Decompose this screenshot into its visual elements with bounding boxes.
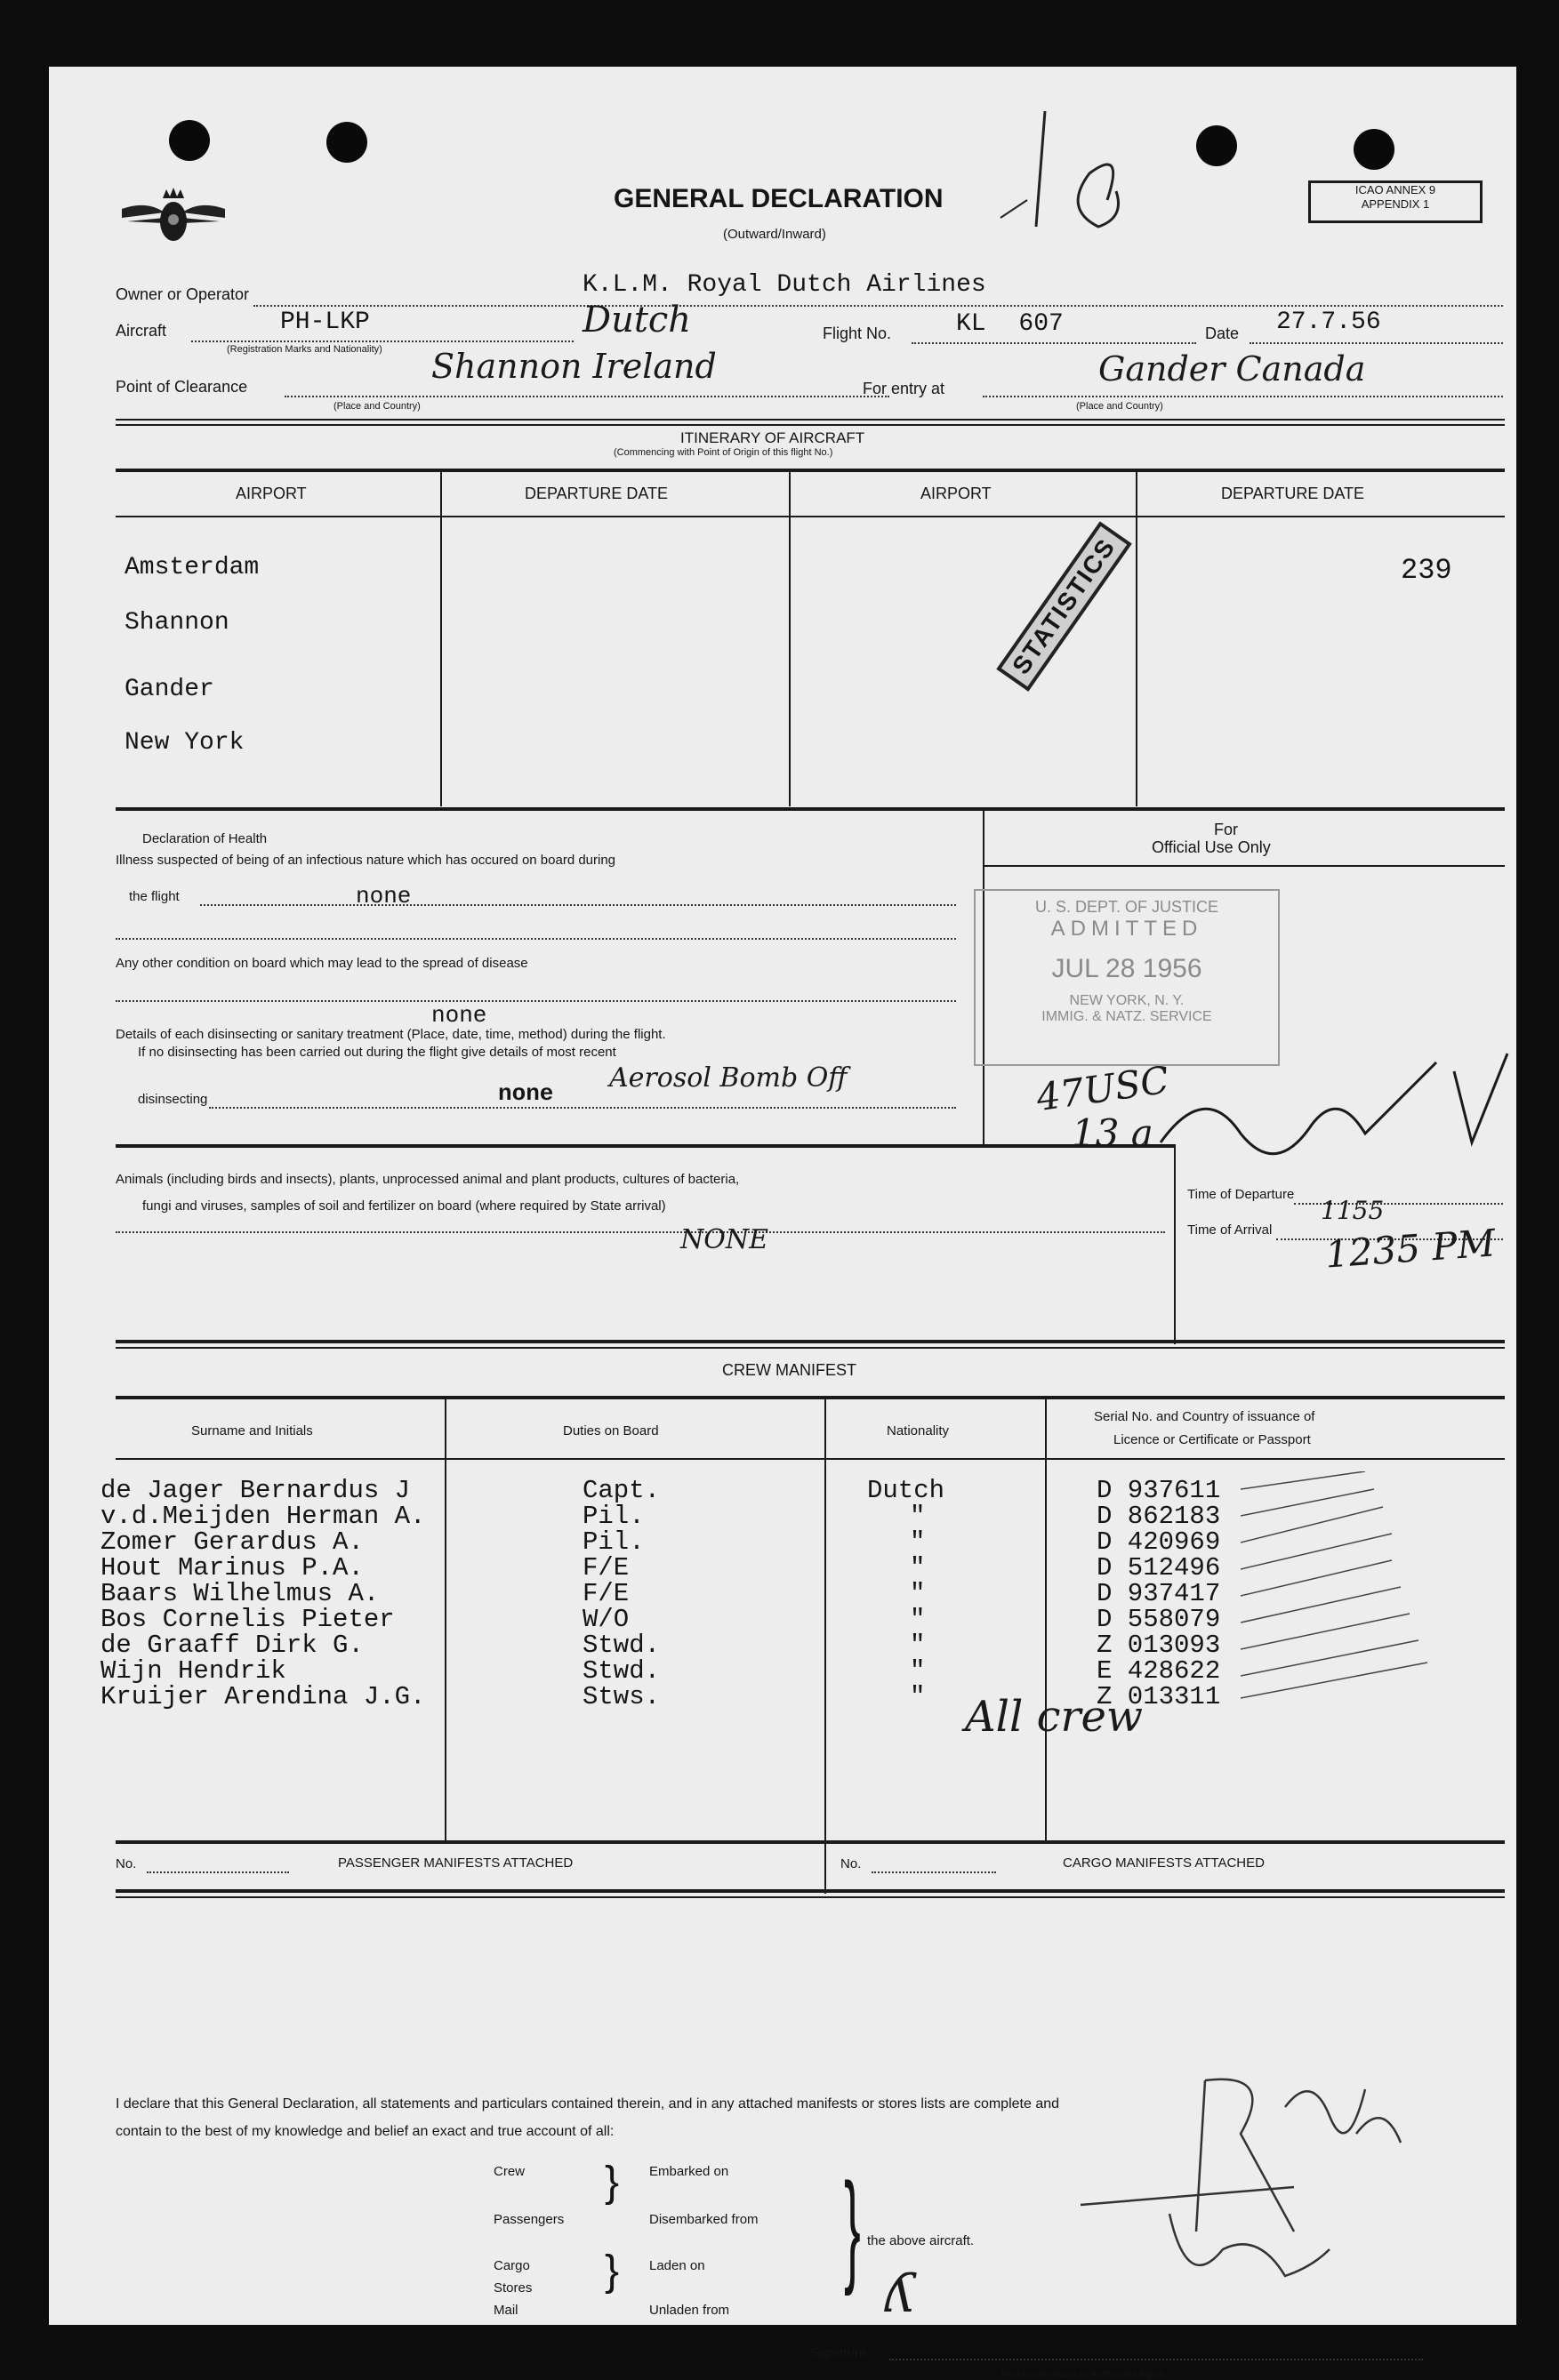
punch-hole [1354, 129, 1394, 170]
crew-nationality: " [910, 1605, 926, 1634]
animals-line1: Animals (including birds and insects), plants, unprocessed animal and plant products, cultures of bacteria, [116, 1172, 740, 1187]
crew-title: CREW MANIFEST [722, 1361, 856, 1379]
inspector-signature [1152, 1045, 1525, 1187]
klm-logo-icon [120, 182, 227, 253]
rule [116, 1340, 1505, 1343]
crew-nationality: Dutch [867, 1476, 945, 1505]
flight-label: Flight No. [823, 325, 892, 342]
form-title: GENERAL DECLARATION [614, 184, 944, 213]
q1-line2 [116, 938, 956, 940]
health-q2: Any other condition on board which may lead to the spread of disease [116, 956, 528, 971]
health-q1-b: the flight [129, 889, 180, 904]
crew-duty: F/E [583, 1579, 630, 1608]
entry-label: For entry at [863, 380, 945, 397]
signature-label: Signature [809, 2345, 867, 2360]
admitted-stamp [974, 889, 1280, 1066]
icao-box [1308, 180, 1483, 223]
rule [116, 419, 1505, 421]
passenger-no-line [147, 1871, 289, 1873]
signer-label: Pilot-in-command or Authorized Agent [1000, 2369, 1165, 2380]
rule [116, 1144, 1174, 1148]
animals-line [116, 1231, 1165, 1233]
crew-name: Wijn Hendrik [100, 1656, 286, 1686]
crew-name: de Jager Bernardus J [100, 1476, 411, 1505]
crew-col-name: Surname and Initials [191, 1423, 313, 1438]
decl-crew: Crew [494, 2164, 526, 2179]
itinerary-airport: Gander [125, 676, 214, 703]
animals-answer: NONE [680, 1224, 768, 1255]
clearance-value: Shannon Ireland [431, 347, 717, 386]
crew-nationality: " [910, 1579, 926, 1608]
decl-embarked: Embarked on [649, 2164, 729, 2179]
punch-hole [1196, 125, 1237, 166]
col-departure-1: DEPARTURE DATE [525, 485, 669, 502]
rule [116, 1896, 1505, 1898]
decl-mail: Mail [494, 2303, 518, 2318]
time-arrival-hand: 1155 [1321, 1196, 1385, 1225]
time-hand: 1235 PM [1323, 1221, 1497, 1277]
passenger-manifests: PASSENGER MANIFESTS ATTACHED [338, 1855, 574, 1871]
flight-line [912, 342, 1196, 344]
punch-hole [326, 122, 367, 163]
entry-value: Gander Canada [1098, 349, 1366, 389]
itinerary-airport: Amsterdam [125, 554, 260, 581]
col-divider [789, 469, 791, 806]
health-q1: Illness suspected of being of an infectious nature which has occured on board during [116, 853, 616, 868]
rule [116, 469, 1505, 472]
icao-annex: ICAO ANNEX 9 [1354, 183, 1436, 196]
health-title: Declaration of Health [142, 831, 268, 846]
crew-name: v.d.Meijden Herman A. [100, 1502, 426, 1531]
handwritten-mark [983, 93, 1143, 262]
crew-col-nationality: Nationality [887, 1423, 950, 1438]
time-departure-label: Time of Departure [1187, 1187, 1295, 1202]
official-hand-2: 13 a [1072, 1111, 1153, 1155]
crew-divider [824, 1396, 826, 1894]
crew-serial: D 558079 [1097, 1605, 1221, 1634]
col-divider [1136, 469, 1137, 806]
health-q3: Details of each disinsecting or sanitary treatment (Place, date, time, method) during the flight. [116, 1027, 666, 1042]
rule [983, 865, 1505, 867]
entry-sub-label: (Place and Country) [1076, 401, 1163, 412]
crew-duty: Pil. [583, 1527, 645, 1557]
crew-serial: Z 013311 [1097, 1682, 1221, 1711]
animals-line2: fungi and viruses, samples of soil and fertilizer on board (where required by State arrival) [142, 1198, 666, 1214]
crew-col-serial-2: Licence or Certificate or Passport [1113, 1432, 1311, 1447]
crew-hand: All crew [965, 1692, 1143, 1742]
decl-cargo: Cargo [494, 2258, 530, 2273]
owner-line [253, 305, 1503, 307]
crew-duty: Pil. [583, 1502, 645, 1531]
crew-duty: Stwd. [583, 1656, 661, 1686]
crew-name: Bos Cornelis Pieter [100, 1605, 395, 1634]
decl-aircraft: the above aircraft. [867, 2233, 975, 2248]
declaration-line1: I declare that this General Declaration, all statements and particulars contained therein, and in any attached manifests or stores lists are complete and [116, 2096, 1060, 2112]
aircraft-label: Aircraft [116, 322, 167, 340]
aircraft-nationality-hand: Dutch [583, 300, 692, 341]
stamp-line-3: JUL 28 1956 [1051, 954, 1202, 983]
aircraft-value: PH-LKP [280, 309, 370, 336]
stamp-line-2: ADMITTED [1050, 917, 1203, 941]
rule [116, 807, 1505, 811]
owner-value: K.L.M. Royal Dutch Airlines [583, 271, 986, 299]
form-subtitle: (Outward/Inward) [723, 227, 826, 242]
crew-serial: D 512496 [1097, 1553, 1221, 1583]
entry-line [983, 396, 1503, 397]
crew-duty: Stws. [583, 1682, 661, 1711]
health-q3-hand: Aerosol Bomb Off [609, 1062, 848, 1094]
signature-line [889, 2359, 1423, 2360]
rule [116, 1840, 1505, 1844]
crew-nationality: " [910, 1631, 926, 1660]
crew-col-serial-1: Serial No. and Country of issuance of [1094, 1409, 1315, 1424]
aircraft-line [191, 341, 574, 342]
date-value: 27.7.56 [1276, 309, 1381, 336]
crew-name: Zomer Gerardus A. [100, 1527, 364, 1557]
stamp-line-4: NEW YORK, N. Y. [1069, 993, 1185, 1008]
clearance-sub-label: (Place and Country) [333, 401, 421, 412]
brace: } [605, 2248, 620, 2295]
q2-line [116, 1000, 956, 1002]
itinerary-subtitle: (Commencing with Point of Origin of this flight No.) [614, 447, 833, 458]
cargo-manifests: CARGO MANIFESTS ATTACHED [1063, 1855, 1265, 1871]
time-arrival-label: Time of Arrival [1187, 1222, 1273, 1238]
crew-duty: Capt. [583, 1476, 661, 1505]
itinerary-airport: Shannon [125, 609, 229, 637]
col-divider [440, 469, 442, 806]
col-airport-2: AIRPORT [920, 485, 992, 502]
q3-line [209, 1107, 956, 1109]
cargo-no-line [872, 1871, 996, 1873]
rule [116, 1889, 1505, 1893]
stamp-line-5: IMMIG. & NATZ. SERVICE [1041, 1009, 1212, 1024]
health-q3-answer: none [498, 1080, 554, 1107]
rule [116, 424, 1505, 426]
crew-serial: Z 013093 [1097, 1631, 1221, 1660]
icao-appendix: APPENDIX 1 [1361, 197, 1430, 211]
health-q2-answer: none [431, 1002, 487, 1029]
stamp-line-1: U. S. DEPT. OF JUSTICE [1034, 898, 1219, 916]
crew-nationality: " [910, 1502, 926, 1531]
captain-signature [1063, 2054, 1436, 2320]
punch-hole [169, 120, 210, 161]
crew-serial: D 937611 [1097, 1476, 1221, 1505]
itinerary-airport: New York [125, 729, 245, 757]
crew-divider [1045, 1396, 1047, 1840]
cargo-no: No. [840, 1856, 862, 1871]
crew-serial: D 937417 [1097, 1579, 1221, 1608]
crew-duty: F/E [583, 1553, 630, 1583]
crew-col-duties: Duties on Board [563, 1423, 659, 1438]
serial-strokes [1241, 1471, 1436, 1703]
date-line [1250, 342, 1503, 344]
crew-serial: D 420969 [1097, 1527, 1221, 1557]
official-hand-1: 47USC [1033, 1057, 1172, 1120]
health-q3-c: disinsecting [138, 1092, 208, 1107]
flight-value: KL 607 [956, 310, 1064, 338]
crew-nationality: " [910, 1553, 926, 1583]
rule [116, 1347, 1505, 1349]
crew-duty: Stwd. [583, 1631, 661, 1660]
health-q1-answer: none [356, 883, 412, 910]
declaration-line2: contain to the best of my knowledge and belief an exact and true account of all: [116, 2124, 615, 2139]
itinerary-title: ITINERARY OF AIRCRAFT [680, 429, 865, 446]
crew-nationality: " [910, 1656, 926, 1686]
rule [116, 1396, 1505, 1399]
crew-duty: W/O [583, 1605, 630, 1634]
decl-x-mark: ʎ [885, 2263, 915, 2325]
brace: } [844, 2157, 861, 2296]
decl-disembarked: Disembarked from [649, 2212, 759, 2227]
date-label: Date [1205, 325, 1240, 342]
passenger-no: No. [116, 1856, 137, 1871]
declaration-form [49, 67, 1516, 2380]
itinerary-number: 239 [1401, 554, 1452, 587]
decl-unladen: Unladen from [649, 2303, 730, 2318]
crew-name: Hout Marinus P.A. [100, 1553, 364, 1583]
health-q3-b: If no disinsecting has been carried out during the flight give details of most recent [138, 1045, 616, 1060]
col-departure-2: DEPARTURE DATE [1221, 485, 1365, 502]
crew-name: de Graaff Dirk G. [100, 1631, 364, 1660]
crew-serial: D 862183 [1097, 1502, 1221, 1531]
statistics-stamp: STATISTICS [996, 521, 1132, 692]
official-title-2: Official Use Only [1152, 838, 1271, 856]
official-title-1: For [1214, 821, 1238, 838]
animals-divider [1174, 1144, 1176, 1344]
crew-nationality: " [910, 1527, 926, 1557]
decl-passengers: Passengers [494, 2212, 565, 2227]
owner-label: Owner or Operator [116, 285, 250, 303]
clearance-line [285, 396, 889, 397]
rule [116, 1458, 1505, 1460]
crew-divider [445, 1396, 446, 1840]
crew-nationality: " [910, 1682, 926, 1711]
decl-laden: Laden on [649, 2258, 705, 2273]
col-airport-1: AIRPORT [236, 485, 307, 502]
crew-serial: E 428622 [1097, 1656, 1221, 1686]
brace: } [605, 2159, 620, 2206]
clearance-label: Point of Clearance [116, 378, 248, 396]
crew-name: Baars Wilhelmus A. [100, 1579, 380, 1608]
decl-stores: Stores [494, 2280, 533, 2296]
q1-line [200, 904, 956, 906]
rule [116, 516, 1505, 517]
crew-name: Kruijer Arendina J.G. [100, 1682, 426, 1711]
aircraft-sub-label: (Registration Marks and Nationality) [227, 344, 382, 355]
